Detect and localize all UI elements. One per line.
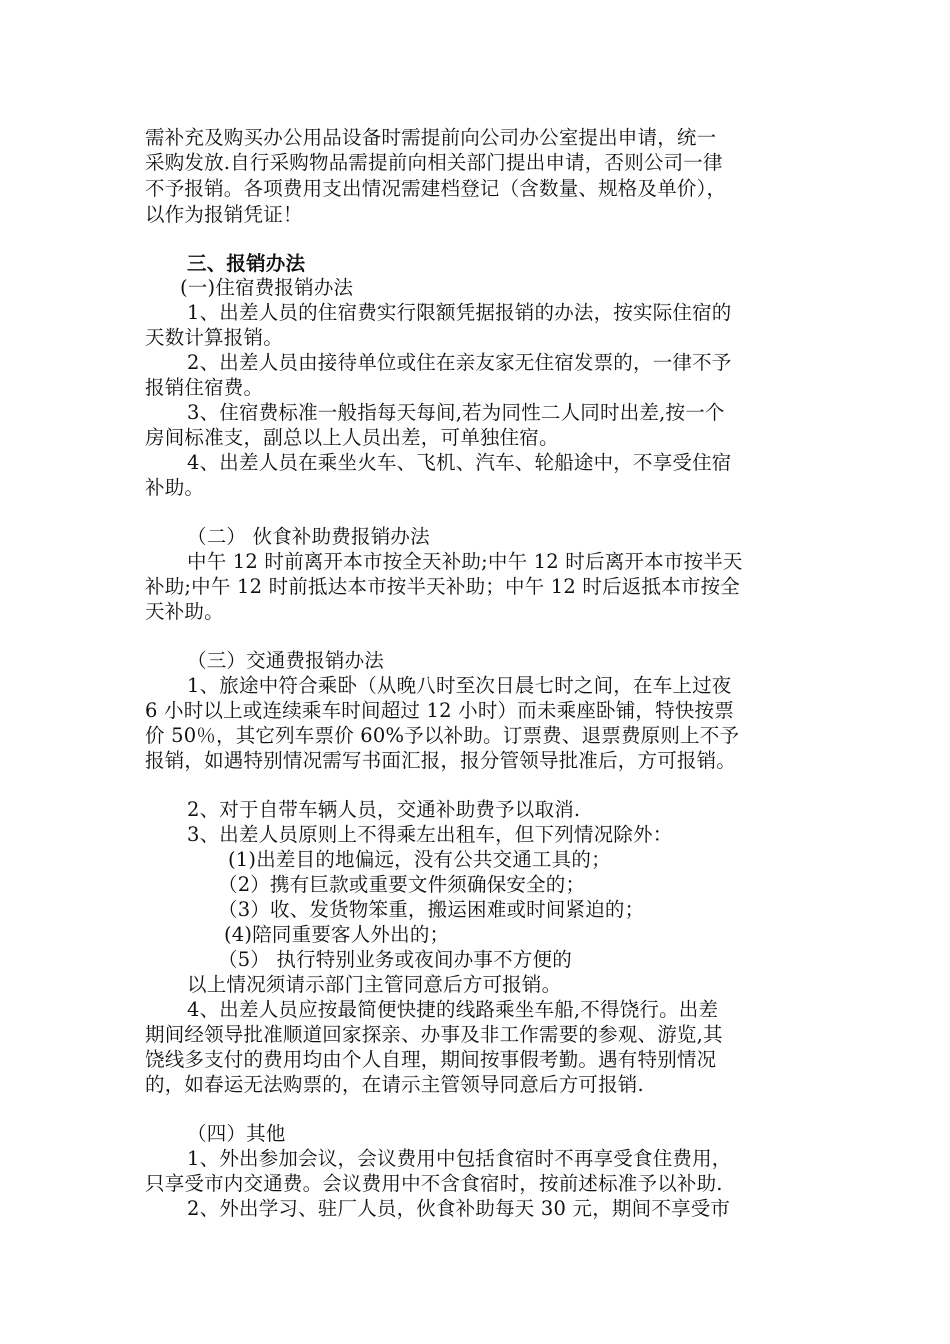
paragraph-line: 需补充及购买办公用品设备时需提前向公司办公室提出申请，统一 [145, 126, 717, 149]
paragraph-line: 3、住宿费标准一般指每天每间,若为同性二人同时出差,按一个 [187, 401, 725, 424]
list-item: (4)陪同重要客人外出的； [224, 923, 450, 946]
subsection-heading: （四）其他 [187, 1122, 286, 1145]
paragraph-line: 不予报销。各项费用支出情况需建档登记（含数量、规格及单价）， [145, 177, 727, 200]
paragraph-line: 以作为报销凭证！ [145, 203, 303, 226]
paragraph-line: 房间标准支，副总以上人员出差，可单独住宿。 [145, 426, 559, 449]
section-heading: 三、报销办法 [187, 252, 306, 275]
paragraph-line: 报销住宿费。 [145, 376, 264, 399]
paragraph-line: 补助。 [145, 476, 205, 499]
paragraph-line: 价 50％，其它列车票价 60%予以补助。订票费、退票费原则上不予 [145, 724, 740, 747]
list-item: （3）收、发货物笨重，搬运困难或时间紧迫的； [218, 898, 645, 921]
paragraph-line: 3、出差人员原则上不得乘左出租车，但下列情况除外： [187, 823, 673, 846]
subsection-heading: （二） 伙食补助费报销办法 [187, 525, 430, 548]
paragraph-line: 以上情况须请示部门主管同意后方可报销。 [187, 973, 562, 996]
paragraph-line: 报销，如遇特别情况需写书面汇报，报分管领导批准后，方可报销。 [145, 749, 737, 772]
paragraph-line: 只享受市内交通费。会议费用中不含食宿时，按前述标准予以补助. [145, 1172, 723, 1195]
paragraph-line: 2、外出学习、驻厂人员，伙食补助每天 30 元，期间不享受市 [187, 1197, 731, 1220]
paragraph-line: 1、旅途中符合乘卧（从晚八时至次日晨七时之间，在车上过夜 [187, 674, 732, 697]
paragraph-line: 2、出差人员由接待单位或住在亲友家无住宿发票的，一律不予 [187, 351, 732, 374]
paragraph-line: 天数计算报销。 [145, 326, 283, 349]
subsection-heading: (一)住宿费报销办法 [180, 276, 354, 299]
list-item: （5） 执行特别业务或夜间办事不方便的 [218, 948, 572, 971]
subsection-heading: （三）交通费报销办法 [187, 649, 385, 672]
list-item: （2）携有巨款或重要文件须确保安全的； [218, 873, 586, 896]
paragraph-line: 1、出差人员的住宿费实行限额凭据报销的办法，按实际住宿的 [187, 301, 732, 324]
paragraph-line: 期间经领导批准顺道回家探亲、办事及非工作需要的参观、游览,其 [145, 1023, 723, 1046]
paragraph-line: 2、对于自带车辆人员，交通补助费予以取消. [187, 798, 581, 821]
paragraph-line: 中午 12 时前离开本市按全天补助;中午 12 时后离开本市按半天 [187, 550, 743, 573]
paragraph-line: 4、出差人员应按最简便快捷的线路乘坐车船,不得饶行。出差 [187, 998, 719, 1021]
paragraph-line: 天补助。 [145, 600, 224, 623]
paragraph-line: 的，如春运无法购票的，在请示主管领导同意后方可报销. [145, 1073, 644, 1096]
paragraph-line: 6 小时以上或连续乘车时间超过 12 小时）而未乘座卧铺，特快按票 [145, 699, 734, 722]
paragraph-line: 采购发放.自行采购物品需提前向相关部门提出申请，否则公司一律 [145, 151, 723, 174]
list-item: (1)出差目的地偏远，没有公共交通工具的； [228, 848, 611, 871]
paragraph-line: 1、外出参加会议，会议费用中包括食宿时不再享受食住费用， [187, 1147, 732, 1170]
paragraph-line: 补助;中午 12 时前抵达本市按半天补助；中午 12 时后返抵本市按全 [145, 575, 740, 598]
paragraph-line: 4、出差人员在乘坐火车、飞机、汽车、轮船途中，不享受住宿 [187, 451, 732, 474]
paragraph-line: 饶线多支付的费用均由个人自理，期间按事假考勤。遇有特别情况 [145, 1048, 717, 1071]
